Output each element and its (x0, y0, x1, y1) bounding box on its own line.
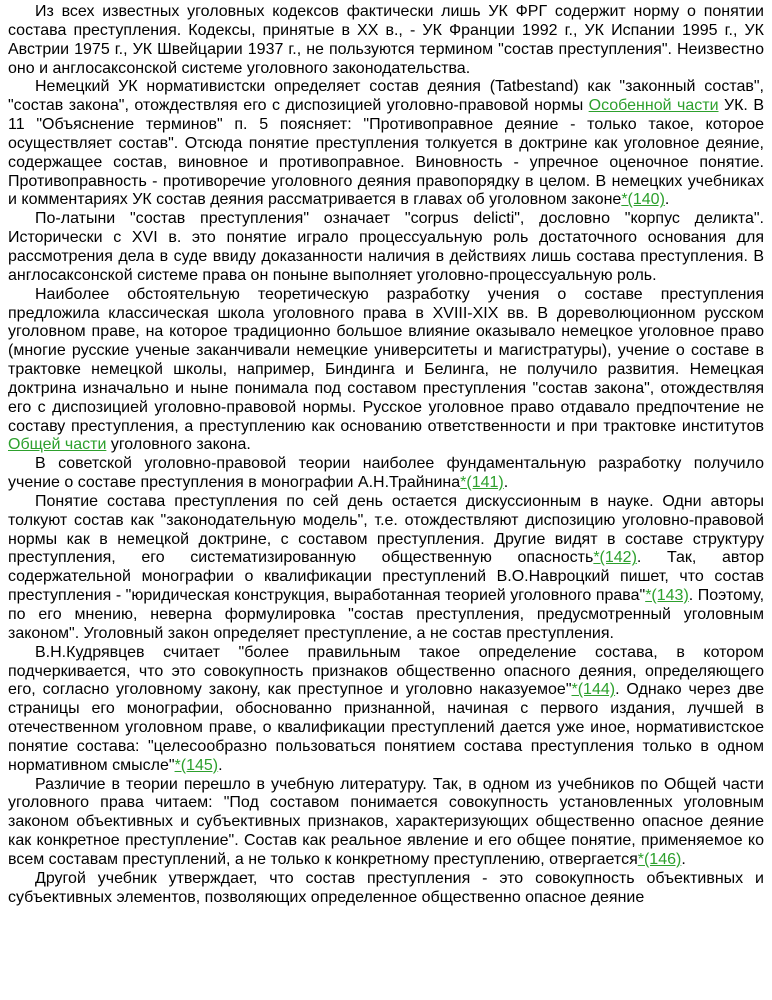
footnote-link[interactable]: *(141) (460, 474, 504, 492)
text-run: . Так, автор содержательной монографии о квалификации преступлений В.О.Навроцкий пишет, что состав преступления - "юридическая конструкция, выработанная теорией уголовного права" (8, 549, 764, 605)
paragraph (8, 493, 764, 644)
footnote-link[interactable]: *(143) (645, 587, 689, 605)
text-run: Понятие состава преступления по сей день остается дискуссионным в науке. Одни авторы толкуют состав как "законодательную модель", т.е. отождествляют диспозицию уголовно-правовой нормы как в немецкой доктрине, с составом преступления. Другие видят в составе структуру преступления, его систематизированную общественную опасность (8, 492, 764, 567)
text-run: . Однако через две страницы его монографии, обоснованно признанной, начиная с первого издания, лучшей в отечественном уголовном праве, о квалификации преступлений дается уже иное, нормативистское понятие состава: "целесообразно пользоваться понятием состава преступления только в одном нормативном смысле" (8, 681, 764, 774)
cross-reference-link[interactable]: Общей части (8, 436, 107, 454)
footnote-link[interactable]: *(142) (593, 549, 637, 567)
text-run: По-латыни "состав преступления" означает "corpus delicti", дословно "корпус деликта". Исторически с XVI в. это понятие играло процессуальную роль достаточного основания для рассмотрения дела в суде ввиду доказанности наличия в действиях лишь состава преступления. В англосаксонской системе права он поныне выполняет уголовно-процессуальную роль. (8, 210, 764, 284)
text-run: . Поэтому, по его мнению, неверна формулировка "состав преступления, предусмотренный уголовным законом". Уголовный закон определяет преступление, а не состав преступления. (8, 587, 765, 642)
text-run: В советской уголовно-правовой теории наиболее фундаментальную разработку получило учение о составе преступления в монографии А.Н.Трайнина (8, 455, 764, 492)
text-run: УК. В 11 "Объяснение терминов" п. 5 поясняет: "Противоправное деяние - только такое, которое осуществляет состав". Отсюда понятие преступления толкуется в доктрине как уголовное деяние, содержащее состав, виновное и противоправное. Виновность - упречное оценочное понятие. Противоправность - противоречие уголовного деяния правопорядку в целом. В немецких учебниках и комментариях УК состав деяния рассматривается в главах об уголовном законе (8, 97, 764, 209)
text-run: . (664, 191, 670, 209)
text-run: Наиболее обстоятельную теоретическую разработку учения о составе преступления предложила классическая школа уголовного права в XVIII-XIX вв. В дореволюционном русском уголовном праве, на которое традиционно большое влияние оказывало немецкое уголовное право (многие русские ученые заканчивали немецкие университеты и магистратуры), учение о составе в трактовке немецкой школы, например, Биндинга и Белинга, не получило развития. Немецкая доктрина изначально и ныне понимала под составом преступления "состав закона", отождествляя его с диспозицией уголовно-правовой нормы. Русское уголовное право отдавало предпочтение не составу преступления, а преступлению как основанию ответственности и при трактовке институтов (8, 285, 764, 435)
text-run: В.Н.Кудрявцев считает "более правильным такое определение состава, в котором подчеркивается, что это совокупность признаков общественно опасного деяния, определяющего его, согласно уголовному закону, как преступное и уголовно наказуемое" (8, 643, 764, 699)
text-run: уголовного закона. (106, 436, 251, 454)
paragraph (8, 210, 764, 285)
text-run: Из всех известных уголовных кодексов фактически лишь УК ФРГ содержит норму о понятии состава преступления. Кодексы, принятые в XX в., - УК Франции 1992 г., УК Испании 1995 г., УК Австрии 1975 г., УК Швейцарии 1937 г., не пользуются термином "состав преступления". Неизвестно оно и англосаксонской системе уголовного законодательства. (8, 3, 764, 77)
footnote-link[interactable]: *(146) (637, 850, 682, 868)
paragraph (8, 455, 764, 493)
text-run: . (681, 850, 686, 868)
paragraph (8, 870, 764, 908)
paragraph (8, 78, 764, 210)
paragraph (8, 3, 764, 78)
footnote-link[interactable]: *(145) (174, 756, 219, 774)
paragraph (8, 286, 764, 456)
footnote-link[interactable]: *(140) (621, 191, 665, 209)
text-run: Немецкий УК нормативистски определяет состав деяния (Tatbestand) как "законный состав", "состав закона", отождествляя его с диспозицией уголовно-правовой нормы (8, 78, 764, 115)
cross-reference-link[interactable]: Особенной части (588, 97, 719, 115)
document-body (8, 3, 764, 908)
text-run: . (503, 474, 509, 492)
text-run: Другой учебник утверждает, что состав преступления - это совокупность объективных и субъективных элементов, позволяющих определенное общественно опасное деяние (8, 869, 764, 906)
paragraph (8, 644, 764, 776)
text-run: Различие в теории перешло в учебную литературу. Так, в одном из учебников по Общей части уголовного права читаем: "Под составом понимается совокупность установленных уголовным законом объективных и субъективных признаков, характеризующих общественно опасное деяние как конкретное преступление". Состав как реальное явление и его общее понятие, применяемое ко всем составам преступлений, а не только к конкретному преступлению, отвергается (8, 775, 764, 868)
text-run: . (218, 756, 223, 774)
paragraph (8, 776, 764, 870)
footnote-link[interactable]: *(144) (571, 681, 616, 699)
